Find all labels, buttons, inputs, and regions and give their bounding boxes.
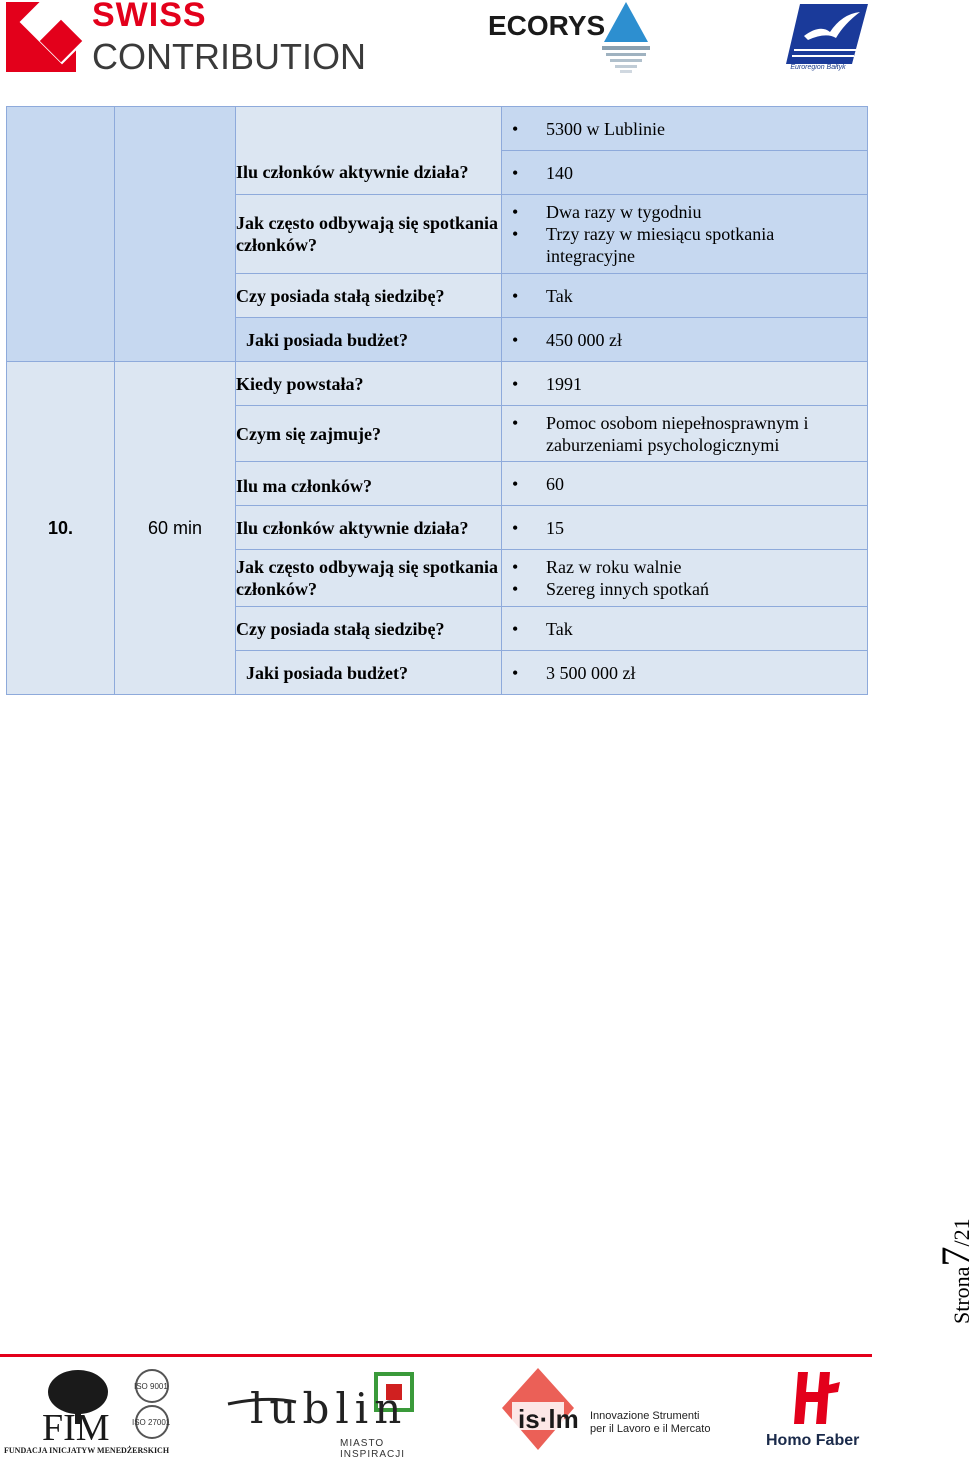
question-cell: Jak często odbywają się spotkania członków?	[236, 195, 502, 274]
ecorys-logo	[488, 2, 648, 76]
homo-faber-logo-text: Homo Faber	[766, 1432, 860, 1449]
islm-logo-text: is·lm	[518, 1404, 579, 1434]
islm-logo	[498, 1364, 718, 1454]
lublin-logo-subtitle: MIASTO INSPIRACJI	[340, 1438, 406, 1460]
members-info-table	[6, 106, 868, 695]
list-item: • Tak	[502, 618, 867, 640]
question-cell: Czy posiada stałą siedzibę?	[236, 607, 502, 651]
swiss-flag-icon	[6, 2, 76, 72]
iso-9001-badge: ISO 9001	[134, 1382, 168, 1391]
list-item: • 1991	[502, 373, 867, 395]
page-number	[928, 1192, 978, 1327]
list-item: • Raz w roku walnie	[502, 556, 867, 578]
question-cell: Jaki posiada budżet?	[236, 651, 502, 695]
duration-cell	[115, 107, 236, 362]
seagull-icon	[786, 2, 870, 66]
page-total: /21	[949, 1218, 974, 1247]
list-item: • 3 500 000 zł	[502, 662, 867, 684]
question-cell: Czy posiada stałą siedzibę?	[236, 274, 502, 318]
question-cell: Kiedy powstała?	[236, 362, 502, 406]
footer-divider	[0, 1354, 872, 1357]
ecorys-triangle-icon	[488, 2, 648, 76]
list-item: • Dwa razy w tygodniu	[502, 201, 867, 223]
iso-27001-badge: ISO 27001	[132, 1418, 171, 1427]
question-cell: Ilu ma członków?	[236, 462, 502, 506]
ecorys-logo-text: ECORYS	[488, 10, 606, 41]
list-item: • Trzy razy w miesiącu spotkania integracyjne	[502, 223, 867, 267]
fim-logo-text: FIM	[42, 1407, 110, 1449]
euroregion-label: Euroregion Bałtyk	[790, 64, 846, 71]
list-item: • 15	[502, 517, 867, 539]
swiss-logo-line2: CONTRIBUTION	[92, 36, 366, 77]
lublin-logo	[226, 1370, 446, 1460]
answer-cell	[502, 195, 868, 274]
list-item: • 450 000 zł	[502, 329, 867, 351]
fim-logo-subtitle: FUNDACJA INICJATYW MENEDŻERSKICH	[4, 1446, 170, 1455]
answer-cell	[502, 550, 868, 607]
euroregion-baltyk-logo	[786, 2, 870, 74]
answer-cell	[502, 506, 868, 550]
list-item: • 60	[502, 473, 867, 495]
number-cell	[7, 107, 115, 362]
answer-cell	[502, 607, 868, 651]
row-number: 10.	[7, 362, 115, 695]
list-item: • 5300 w Lublinie	[502, 118, 867, 140]
homo-faber-h-icon	[764, 1366, 874, 1430]
table-row	[7, 107, 868, 151]
swiss-contribution-logo	[6, 0, 366, 77]
answer-cell	[502, 107, 868, 151]
lublin-logo-text: lublin	[250, 1384, 408, 1433]
table-row	[7, 362, 868, 406]
question-cell: Ilu członków aktywnie działa?	[236, 506, 502, 550]
page-current: 7	[933, 1246, 978, 1267]
list-item: • 140	[502, 162, 867, 184]
answer-cell	[502, 318, 868, 362]
question-cell: Jaki posiada budżet?	[236, 318, 502, 362]
page-label: Strona	[949, 1266, 974, 1324]
duration: 60 min	[115, 362, 236, 695]
answer-cell	[502, 274, 868, 318]
fim-logo	[4, 1368, 174, 1458]
question-cell: Ilu członków aktywnie działa?	[236, 151, 502, 195]
question-cell: Jak często odbywają się spotkania członków?	[236, 550, 502, 607]
answer-cell	[502, 651, 868, 695]
question-cell	[236, 107, 502, 151]
answer-cell	[502, 362, 868, 406]
answer-cell	[502, 151, 868, 195]
question-cell: Czym się zajmuje?	[236, 406, 502, 462]
homo-faber-logo	[764, 1366, 874, 1456]
list-item: • Szereg innych spotkań	[502, 578, 867, 600]
answer-cell	[502, 462, 868, 506]
islm-logo-description: Innovazione Strumenti per il Lavoro e il Mercato	[590, 1410, 711, 1435]
swiss-logo-line1: SWISS	[92, 0, 207, 34]
answer-cell	[502, 406, 868, 462]
list-item: • Tak	[502, 285, 867, 307]
list-item: • Pomoc osobom niepełnosprawnym i zaburzeniami psychologicznymi	[502, 412, 867, 456]
